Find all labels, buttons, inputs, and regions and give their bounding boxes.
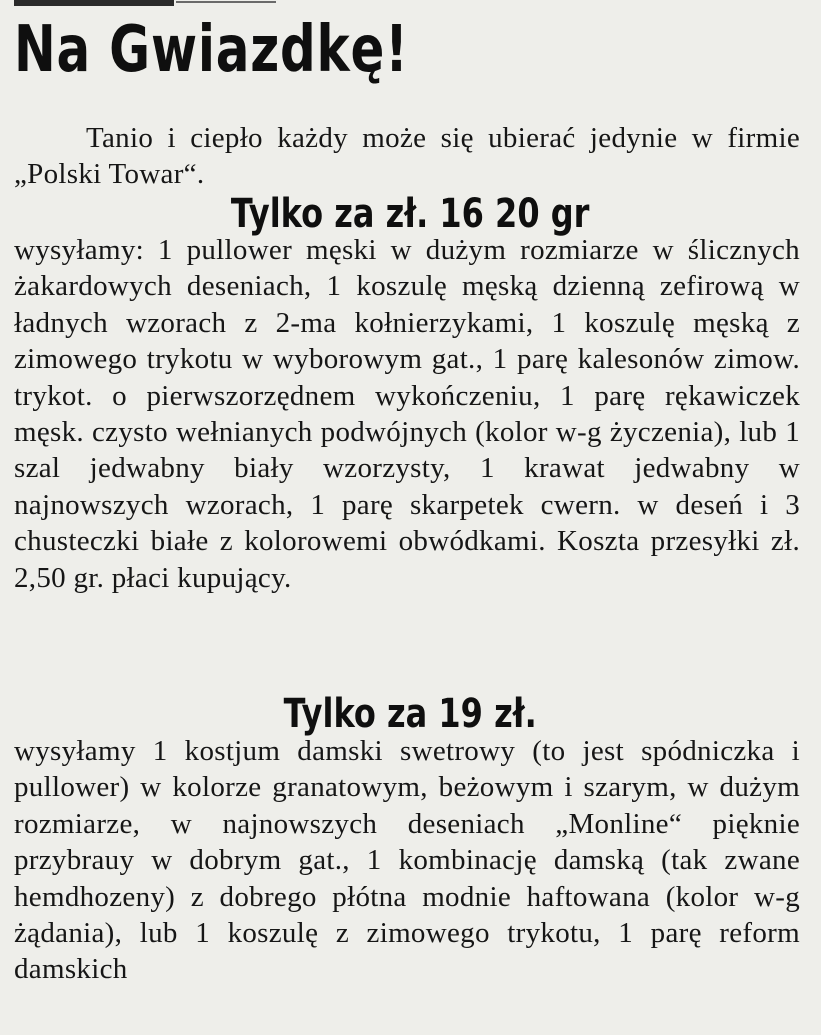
- offer-2-heading-text: Tylko za 19 zł.: [283, 691, 538, 737]
- offer-1-text: wysyłamy: 1 pullower męski w dużym rozmiarze w ślicznych żakardowych deseniach, 1 koszulę męską dzienną zefirową w ładnych wzorach z 2-ma kołnierzykami, 1 koszulę męską z zimowego trykotu w wyborowym gat., 1 parę kalesonów zimow. trykot. o pierwszorzędnem wykończeniu, 1 parę rękawiczek męsk. czysto wełnianych podwójnych (kolor w-g życzenia), lub 1 szal jedwabny biały wzorzysty, 1 krawat jedwabny w najnowszych wzorach, 1 parę skarpetek cwern. w deseń i 3 chusteczki białe z kolorowemi obwódkami. Koszta przesyłki zł. 2,50 gr. płaci kupujący.: [14, 234, 800, 594]
- top-rule-thin: [176, 1, 276, 3]
- intro-paragraph: Tanio i ciepło każdy może się ubierać jedynie w firmie „Polski Towar“.: [14, 122, 800, 191]
- offer-2-heading: [0, 691, 821, 737]
- offer-2-text: wysyłamy 1 kostjum damski swetrowy (to jest spódniczka i pullower) w kolorze granatowym, beżowym i szarym, w dużym rozmiarze, w najnowszych deseniach „Monline“ pięknie przybrauy w dobrym gat., 1 kombinację damską (tak zwane hemdhozeny) z dobrego płótna modnie haftowana (kolor w-g żądania), lub 1 koszulę z zimowego trykotu, 1 parę reform damskich: [14, 735, 800, 986]
- top-rule: [14, 0, 174, 6]
- headline: Na Gwiazdkę!: [14, 13, 409, 87]
- offer-1-heading-text: Tylko za zł. 16 20 gr: [231, 191, 590, 237]
- offer-1-heading: [0, 191, 821, 237]
